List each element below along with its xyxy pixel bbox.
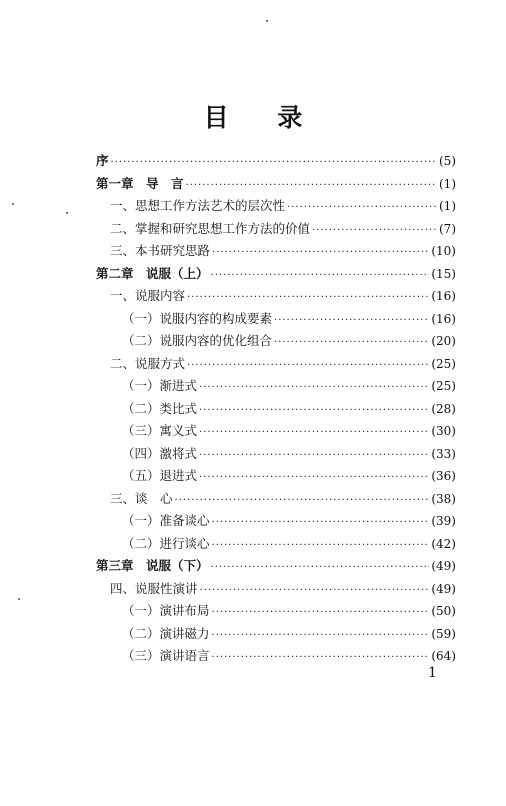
toc-entry: [96, 600, 456, 623]
dot-leader: [212, 512, 430, 535]
toc-entry: [96, 308, 456, 331]
toc-entry: [96, 443, 456, 466]
scan-speck: [66, 212, 68, 214]
scan-speck: [266, 20, 268, 22]
toc-entry: [96, 623, 456, 646]
dot-leader: [199, 400, 429, 423]
toc-entry-page: (49): [431, 581, 456, 596]
scan-speck: [12, 203, 14, 205]
toc-entry-label: 四、说服性演讲: [110, 580, 198, 596]
toc-entry: [96, 330, 456, 353]
toc-entry-page: (15): [431, 266, 456, 281]
toc-entry-label: （一）演讲布局: [122, 603, 210, 618]
page-number: 1: [428, 665, 437, 681]
toc-entry: [96, 555, 456, 578]
toc-entry-page: (10): [431, 244, 456, 258]
toc-entry-page: (28): [431, 401, 456, 416]
toc-entry: [96, 195, 456, 218]
toc-entry-label: （一）准备谈心: [122, 513, 210, 528]
toc-entry: [96, 285, 456, 308]
toc-entry: [96, 240, 456, 263]
toc-entry-page: (64): [431, 649, 456, 663]
dot-leader: [199, 467, 429, 490]
toc-entry: [96, 645, 456, 668]
toc-entry-label: 第二章 说服（上）: [96, 265, 209, 281]
toc-entry: [96, 173, 456, 196]
dot-leader: [212, 535, 430, 558]
toc-entry: [96, 218, 456, 241]
toc-entry-page: (1): [439, 199, 456, 213]
toc-entry: [96, 578, 456, 601]
toc-entry-page: (42): [431, 536, 456, 551]
table-of-contents: [96, 150, 456, 668]
toc-entry-label: （一）渐进式: [122, 378, 198, 393]
dot-leader: [274, 310, 429, 333]
dot-leader: [187, 287, 429, 310]
scan-speck: [18, 598, 20, 600]
toc-entry: [96, 398, 456, 421]
toc-entry-label: 三、本书研究思路: [110, 243, 211, 258]
toc-entry-label: （三）寓义式: [122, 423, 198, 438]
toc-entry-page: (33): [431, 446, 456, 461]
toc-entry-page: (30): [431, 424, 456, 438]
toc-entry-label: （一）说服内容的构成要素: [122, 310, 273, 326]
dot-leader: [274, 332, 429, 355]
dot-leader: [175, 490, 430, 513]
toc-entry: [96, 353, 456, 376]
dot-leader: [199, 377, 429, 400]
toc-entry-label: （二）演讲磁力: [122, 625, 210, 641]
toc-entry-label: 第一章 导 言: [96, 175, 184, 191]
toc-entry-page: (20): [431, 334, 456, 348]
toc-entry-label: 第三章 说服（下）: [96, 558, 209, 573]
dot-leader: [186, 175, 437, 198]
toc-entry-page: (59): [431, 626, 456, 641]
toc-entry: [96, 488, 456, 511]
dot-leader: [212, 625, 430, 648]
toc-entry-label: （三）演讲语言: [122, 648, 210, 663]
dot-leader: [312, 220, 437, 243]
toc-entry-label: 序: [96, 153, 109, 168]
toc-entry-label: 一、说服内容: [110, 288, 186, 303]
dot-leader: [187, 355, 429, 378]
toc-entry-page: (25): [431, 379, 456, 393]
dot-leader: [212, 242, 429, 265]
toc-entry-page: (36): [431, 469, 456, 483]
dot-leader: [211, 557, 430, 580]
toc-entry-label: （二）类比式: [122, 400, 198, 416]
toc-entry-label: 二、说服方式: [110, 355, 186, 371]
toc-entry-page: (16): [431, 289, 456, 303]
toc-entry: [96, 510, 456, 533]
dot-leader: [212, 647, 430, 670]
toc-entry-label: 二、掌握和研究思想工作方法的价值: [110, 220, 311, 236]
toc-entry-page: (16): [431, 311, 456, 326]
toc-entry: [96, 533, 456, 556]
dot-leader: [111, 152, 437, 175]
dot-leader: [200, 580, 430, 603]
toc-entry-page: (1): [439, 176, 456, 191]
toc-entry: [96, 375, 456, 398]
toc-entry: [96, 150, 456, 173]
toc-entry: [96, 420, 456, 443]
toc-entry-label: 三、谈 心: [110, 490, 173, 506]
page-title: 目 录: [203, 103, 323, 132]
toc-entry: [96, 465, 456, 488]
toc-entry-page: (25): [431, 356, 456, 371]
dot-leader: [199, 422, 429, 445]
dot-leader: [199, 445, 429, 468]
toc-entry-label: （二）说服内容的优化组合: [122, 333, 273, 348]
toc-entry-page: (38): [431, 491, 456, 506]
toc-entry-page: (5): [439, 154, 456, 168]
toc-entry-label: （四）激将式: [122, 445, 198, 461]
dot-leader: [211, 265, 430, 288]
toc-entry: [96, 263, 456, 286]
toc-entry-page: (50): [431, 604, 456, 618]
toc-entry-page: (49): [431, 559, 456, 573]
dot-leader: [287, 197, 437, 220]
dot-leader: [212, 602, 430, 625]
toc-entry-page: (7): [439, 221, 456, 236]
toc-entry-page: (39): [431, 514, 456, 528]
toc-entry-label: （二）进行谈心: [122, 535, 210, 551]
toc-entry-label: 一、思想工作方法艺术的层次性: [110, 198, 286, 213]
toc-entry-label: （五）退进式: [122, 468, 198, 483]
